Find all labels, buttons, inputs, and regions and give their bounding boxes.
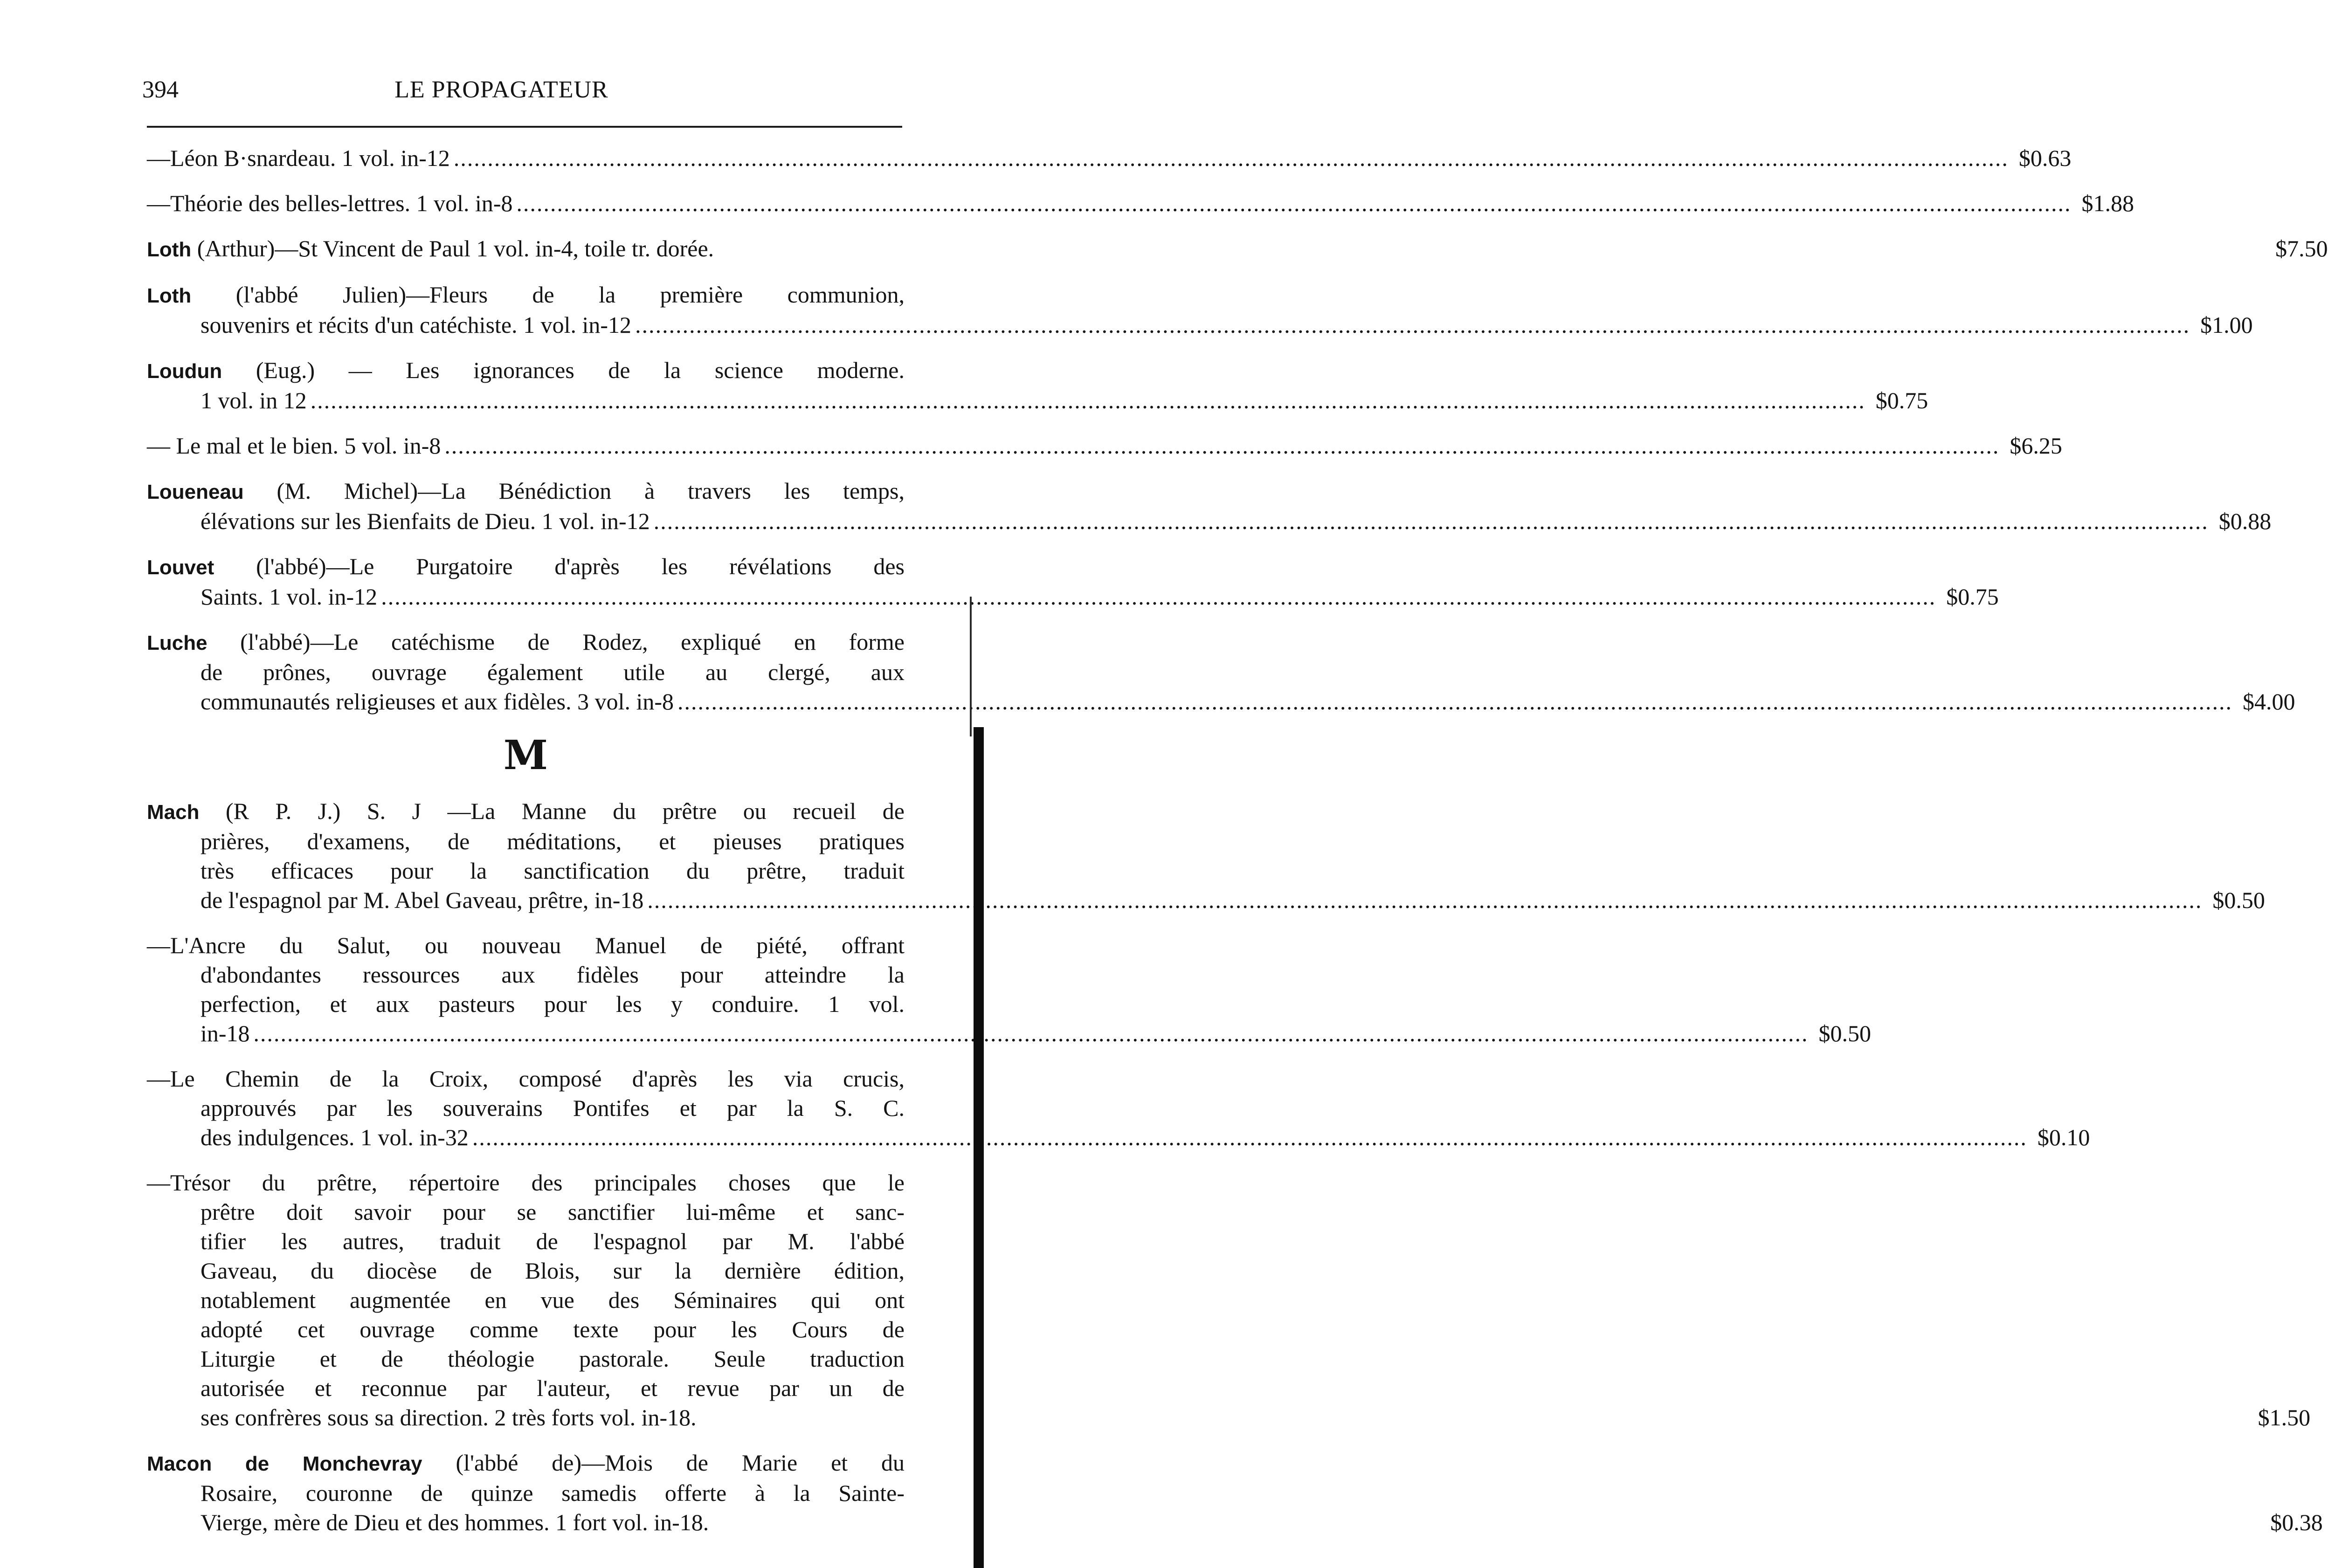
entry-line: — Le mal et le bien. 5 vol. in-8 (147, 433, 441, 459)
entry-line: (Arthur)—St Vincent de Paul 1 vol. in-4, toile tr. dorée. (191, 235, 714, 261)
catalog-entry (147, 476, 2272, 536)
entry-line: autorisée et reconnue par l'auteur, et revue par un de (200, 1375, 905, 1401)
entry-price: $1.50 (2258, 1404, 2311, 1430)
entry-price: $0.75 (1946, 584, 1999, 610)
entry-price: $0.75 (1875, 387, 1928, 413)
entry-line: adopté cet ouvrage comme texte pour les Cours de (200, 1316, 905, 1342)
entry-author: Luche (147, 632, 207, 654)
dot-leader (454, 144, 2009, 173)
scan-edge-line (970, 597, 972, 736)
dot-leader (381, 582, 1936, 612)
entry-price: $1.00 (2200, 312, 2253, 338)
dot-leader (444, 431, 1999, 461)
entry-line: très efficaces pour la sanctification du prêtre, traduit (200, 858, 905, 884)
running-title: LE PROPAGATEUR (394, 76, 608, 103)
catalog-entry (147, 189, 2134, 218)
entry-line: communautés religieuses et aux fidèles. 3 vol. in-8 (200, 688, 674, 715)
entry-author: Louvet (147, 556, 214, 579)
entry-price: $0.50 (1818, 1020, 1872, 1046)
entry-line: —Théorie des belles-lettres. 1 vol. in-8 (147, 190, 513, 216)
entry-price: $1.88 (2081, 190, 2134, 216)
entry-author: Loueneau (147, 481, 244, 503)
dot-leader (654, 507, 2209, 536)
entry-line: in-18 (200, 1020, 250, 1046)
catalog-entry (147, 1168, 2311, 1432)
catalog-entry (147, 234, 2328, 264)
entry-line: (l'abbé)—Le catéchisme de Rodez, expliqué en forme (207, 629, 905, 655)
entry-line: tifier les autres, traduit de l'espagnol par M. l'abbé (200, 1228, 905, 1254)
entry-author: Loudun (147, 360, 222, 383)
entry-line: (l'abbé Julien)—Fleurs de la première communion, (191, 282, 905, 308)
entry-line: —Le Chemin de la Croix, composé d'après les via crucis, (147, 1066, 905, 1092)
entry-line: Liturgie et de théologie pastorale. Seule traduction (200, 1346, 905, 1372)
catalog-entry (147, 280, 2253, 340)
entry-line: approuvés par les souverains Pontifes et par la S. C. (200, 1095, 905, 1121)
dot-leader (311, 386, 1865, 415)
entry-price: $4.00 (2243, 688, 2295, 715)
catalog-entry (147, 797, 2265, 915)
entry-line: prières, d'examens, de méditations, et pieuses pratiques (200, 828, 905, 854)
entry-line: souvenirs et récits d'un catéchiste. 1 vol. in-12 (200, 312, 632, 338)
entry-price: $0.63 (2018, 145, 2072, 171)
catalog-entry (147, 144, 2072, 173)
catalog-entry (147, 431, 2062, 461)
entry-price: $6.25 (2010, 433, 2062, 459)
entry-line: (l'abbé)—Le Purgatoire d'après les révélations des (214, 553, 905, 579)
entry-line: (Eug.) — Les ignorances de la science moderne. (222, 357, 905, 383)
dot-leader (647, 886, 2202, 915)
entry-price: $7.50 (2275, 235, 2328, 261)
dot-leader (677, 687, 2232, 716)
catalog-entry (147, 356, 1928, 415)
entry-line: de prônes, ouvrage également utile au clergé, aux (200, 659, 905, 685)
entry-line: Saints. 1 vol. in-12 (200, 584, 378, 610)
catalog-entry (147, 627, 2295, 716)
header-rule (147, 126, 902, 128)
entry-price: $0.50 (2212, 887, 2265, 913)
section-letter: M (503, 732, 548, 779)
entry-line: ses confrères sous sa direction. 2 très forts vol. in-18. (200, 1404, 697, 1430)
page-header (0, 74, 1003, 106)
entry-line: —Léon B·snardeau. 1 vol. in-12 (147, 145, 450, 171)
entry-line: prêtre doit savoir pour se sanctifier lui-même et sanc- (200, 1199, 905, 1225)
entry-line: Vierge, mère de Dieu et des hommes. 1 fort vol. in-18. (200, 1509, 709, 1535)
entry-line: (M. Michel)—La Bénédiction à travers les temps, (243, 478, 905, 504)
entry-author: Loth (147, 238, 192, 261)
entry-line: perfection, et aux pasteurs pour les y conduire. 1 vol. (200, 991, 905, 1017)
entry-line: (l'abbé de)—Mois de Marie et du (422, 1450, 905, 1476)
entry-line: des indulgences. 1 vol. in-32 (200, 1124, 469, 1150)
entry-price: $0.38 (2270, 1509, 2323, 1535)
dot-leader (635, 310, 2190, 340)
page-number: 394 (142, 76, 179, 103)
entry-author: Loth (147, 284, 192, 307)
entry-line: Gaveau, du diocèse de Blois, sur la dernière édition, (200, 1258, 905, 1284)
catalog-entry (147, 931, 1872, 1048)
catalog-entry (147, 1064, 2090, 1152)
catalog-entries (147, 144, 2328, 1553)
entry-line: de l'espagnol par M. Abel Gaveau, prêtre, in-18 (200, 887, 644, 913)
catalog-entry (147, 1448, 2323, 1537)
entry-line: —L'Ancre du Salut, ou nouveau Manuel de piété, offrant (147, 932, 905, 958)
scan-edge-shadow (974, 727, 984, 1568)
dot-leader (517, 189, 2072, 218)
dot-leader (472, 1123, 2027, 1152)
entry-line: notablement augmentée en vue des Séminaires qui ont (200, 1287, 905, 1313)
entry-line: élévations sur les Bienfaits de Dieu. 1 vol. in-12 (200, 508, 650, 534)
entry-price: $0.88 (2218, 508, 2272, 534)
entry-line: —Trésor du prêtre, répertoire des principales choses que le (147, 1169, 905, 1196)
entry-author: Mach (147, 801, 200, 824)
entry-line: (R P. J.) S. J —La Manne du prêtre ou recueil de (199, 798, 905, 824)
dot-leader (254, 1019, 1809, 1048)
entry-line: 1 vol. in 12 (200, 387, 307, 413)
entry-line: Rosaire, couronne de quinze samedis offerte à la Sainte- (200, 1480, 905, 1506)
catalog-entry (147, 552, 1999, 612)
entry-line: d'abondantes ressources aux fidèles pour atteindre la (200, 962, 905, 988)
entry-author: Macon de Monchevray (147, 1452, 422, 1475)
entry-price: $0.10 (2037, 1124, 2090, 1150)
